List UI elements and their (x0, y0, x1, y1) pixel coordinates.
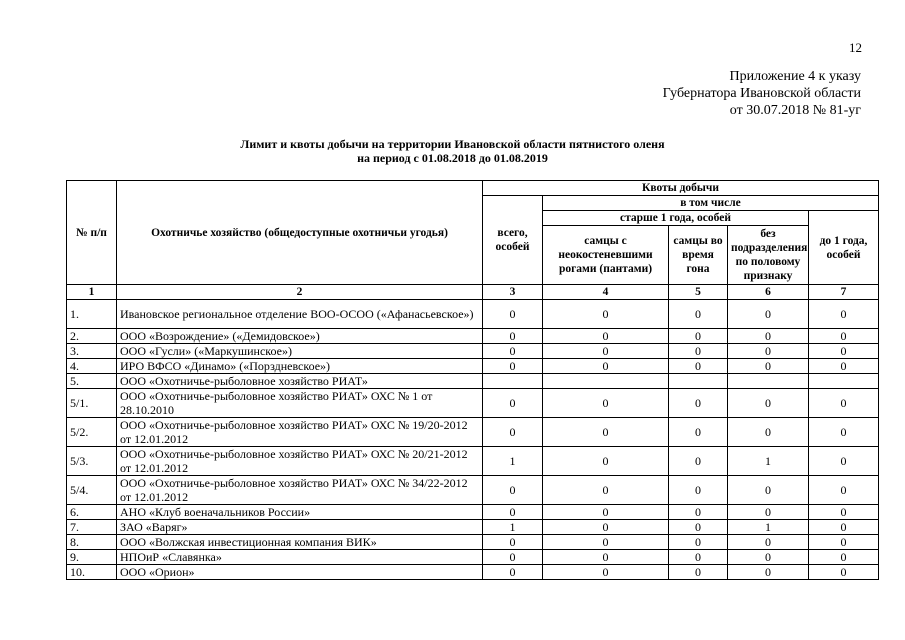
header-males-rut: самцы во время гона (669, 226, 728, 285)
cell-total: 0 (483, 300, 543, 329)
row-number: 7. (67, 520, 117, 535)
title-line-2: на период с 01.08.2018 до 01.08.2019 (357, 151, 548, 165)
cell-males-antlers: 0 (543, 418, 669, 447)
cell-males-rut: 0 (669, 418, 728, 447)
col-number: 2 (117, 285, 483, 300)
cell-total: 0 (483, 359, 543, 374)
farm-name: ООО «Возрождение» («Демидовское») (117, 329, 483, 344)
cell-under1: 0 (809, 535, 879, 550)
farm-name: ООО «Волжская инвестиционная компания ВИК» (117, 535, 483, 550)
cell-total: 0 (483, 344, 543, 359)
cell-no-sex: 0 (728, 389, 809, 418)
cell-no-sex: 1 (728, 520, 809, 535)
farm-name: ООО «Охотничье-рыболовное хозяйство РИАТ» ОХС № 34/22-2012 от 12.01.2012 (117, 476, 483, 505)
cell-males-antlers: 0 (543, 300, 669, 329)
table-row (67, 389, 879, 418)
farm-name: Ивановское региональное отделение ВОО-ОСОО («Афанасьевское») (117, 300, 483, 329)
farm-name: ООО «Охотничье-рыболовное хозяйство РИАТ» ОХС № 1 от 28.10.2010 (117, 389, 483, 418)
cell-under1: 0 (809, 550, 879, 565)
cell-males-antlers: 0 (543, 476, 669, 505)
table-row (67, 520, 879, 535)
cell-males-antlers: 0 (543, 389, 669, 418)
row-number: 5. (67, 374, 117, 389)
cell-males-antlers: 0 (543, 565, 669, 580)
cell-under1: 0 (809, 359, 879, 374)
header-farm: Охотничье хозяйство (общедоступные охотничьи угодья) (117, 181, 483, 285)
cell-males-rut: 0 (669, 329, 728, 344)
table-row (67, 565, 879, 580)
cell-males-rut: 0 (669, 476, 728, 505)
header-males-antlers: самцы с неокостеневшими рогами (пантами) (543, 226, 669, 285)
row-number: 8. (67, 535, 117, 550)
cell-total: 0 (483, 476, 543, 505)
cell-no-sex (728, 374, 809, 389)
row-number: 6. (67, 505, 117, 520)
header-under1: до 1 года, особей (809, 211, 879, 285)
quota-table (66, 180, 879, 580)
row-number: 2. (67, 329, 117, 344)
farm-name: НПОиР «Славянка» (117, 550, 483, 565)
row-number: 3. (67, 344, 117, 359)
row-number: 5/2. (67, 418, 117, 447)
row-number: 10. (67, 565, 117, 580)
farm-name: ИРО ВФСО «Динамо» («Порздневское») (117, 359, 483, 374)
cell-no-sex: 0 (728, 505, 809, 520)
appendix-line-1: Приложение 4 к указу (729, 69, 861, 84)
table-row (67, 505, 879, 520)
cell-males-antlers: 0 (543, 447, 669, 476)
cell-males-antlers: 0 (543, 550, 669, 565)
cell-total: 0 (483, 535, 543, 550)
cell-males-rut (669, 374, 728, 389)
cell-under1: 0 (809, 418, 879, 447)
row-number: 5/1. (67, 389, 117, 418)
cell-no-sex: 0 (728, 359, 809, 374)
cell-under1: 0 (809, 565, 879, 580)
cell-no-sex: 0 (728, 535, 809, 550)
col-number: 5 (669, 285, 728, 300)
farm-name: АНО «Клуб военачальников России» (117, 505, 483, 520)
table-row (67, 374, 879, 389)
farm-name: ООО «Охотничье-рыболовное хозяйство РИАТ» ОХС № 19/20-2012 от 12.01.2012 (117, 418, 483, 447)
row-number: 5/4. (67, 476, 117, 505)
farm-name: ООО «Гусли» («Маркушинское») (117, 344, 483, 359)
header-no-sex: без подразделения по половому признаку (728, 226, 809, 285)
cell-total: 0 (483, 505, 543, 520)
cell-males-rut: 0 (669, 520, 728, 535)
row-number: 4. (67, 359, 117, 374)
cell-under1: 0 (809, 447, 879, 476)
appendix-block (663, 68, 861, 119)
cell-males-antlers: 0 (543, 359, 669, 374)
cell-under1: 0 (809, 300, 879, 329)
farm-name: ООО «Орион» (117, 565, 483, 580)
table-row (67, 476, 879, 505)
table-row (67, 418, 879, 447)
col-number: 3 (483, 285, 543, 300)
cell-total (483, 374, 543, 389)
cell-no-sex: 0 (728, 418, 809, 447)
cell-males-rut: 0 (669, 344, 728, 359)
cell-males-antlers (543, 374, 669, 389)
table-row (67, 447, 879, 476)
cell-under1: 0 (809, 476, 879, 505)
cell-males-rut: 0 (669, 550, 728, 565)
cell-males-rut: 0 (669, 300, 728, 329)
cell-total: 0 (483, 418, 543, 447)
cell-males-rut: 0 (669, 565, 728, 580)
cell-males-rut: 0 (669, 359, 728, 374)
column-numbers-row (67, 285, 879, 300)
table-row (67, 344, 879, 359)
col-number: 7 (809, 285, 879, 300)
cell-no-sex: 0 (728, 300, 809, 329)
cell-under1: 0 (809, 389, 879, 418)
cell-no-sex: 0 (728, 550, 809, 565)
cell-males-antlers: 0 (543, 535, 669, 550)
page-number: 12 (849, 40, 862, 55)
appendix-line-2: Губернатора Ивановской области (662, 86, 861, 101)
col-number: 6 (728, 285, 809, 300)
cell-total: 1 (483, 520, 543, 535)
cell-under1 (809, 374, 879, 389)
row-number: 1. (67, 300, 117, 329)
document-title (0, 137, 905, 165)
cell-males-rut: 0 (669, 447, 728, 476)
table-row (67, 535, 879, 550)
cell-males-antlers: 0 (543, 344, 669, 359)
cell-males-rut: 0 (669, 389, 728, 418)
cell-under1: 0 (809, 505, 879, 520)
row-number: 9. (67, 550, 117, 565)
header-quotas: Квоты добычи (483, 181, 879, 196)
cell-no-sex: 0 (728, 476, 809, 505)
cell-males-rut: 0 (669, 535, 728, 550)
cell-males-antlers: 0 (543, 520, 669, 535)
col-number: 4 (543, 285, 669, 300)
header-including: в том числе (543, 196, 879, 211)
farm-name: ООО «Охотничье-рыболовное хозяйство РИАТ» ОХС № 20/21-2012 от 12.01.2012 (117, 447, 483, 476)
cell-males-rut: 0 (669, 505, 728, 520)
header-total: всего, особей (483, 196, 543, 285)
row-number: 5/3. (67, 447, 117, 476)
cell-total: 0 (483, 389, 543, 418)
table-row (67, 329, 879, 344)
cell-males-antlers: 0 (543, 329, 669, 344)
table-row (67, 550, 879, 565)
cell-no-sex: 1 (728, 447, 809, 476)
cell-under1: 0 (809, 329, 879, 344)
cell-under1: 0 (809, 520, 879, 535)
table-row (67, 300, 879, 329)
cell-under1: 0 (809, 344, 879, 359)
header-older: старше 1 года, особей (543, 211, 809, 226)
cell-no-sex: 0 (728, 344, 809, 359)
farm-name: ООО «Охотничье-рыболовное хозяйство РИАТ» (117, 374, 483, 389)
appendix-line-3: от 30.07.2018 № 81-уг (729, 103, 861, 118)
title-line-1: Лимит и квоты добычи на территории Ивановской области пятнистого оленя (240, 137, 665, 151)
cell-no-sex: 0 (728, 329, 809, 344)
cell-total: 0 (483, 550, 543, 565)
farm-name: ЗАО «Варяг» (117, 520, 483, 535)
col-number: 1 (67, 285, 117, 300)
cell-total: 0 (483, 565, 543, 580)
cell-males-antlers: 0 (543, 505, 669, 520)
cell-total: 0 (483, 329, 543, 344)
table-row (67, 359, 879, 374)
cell-no-sex: 0 (728, 565, 809, 580)
cell-total: 1 (483, 447, 543, 476)
header-num: № п/п (67, 181, 117, 285)
